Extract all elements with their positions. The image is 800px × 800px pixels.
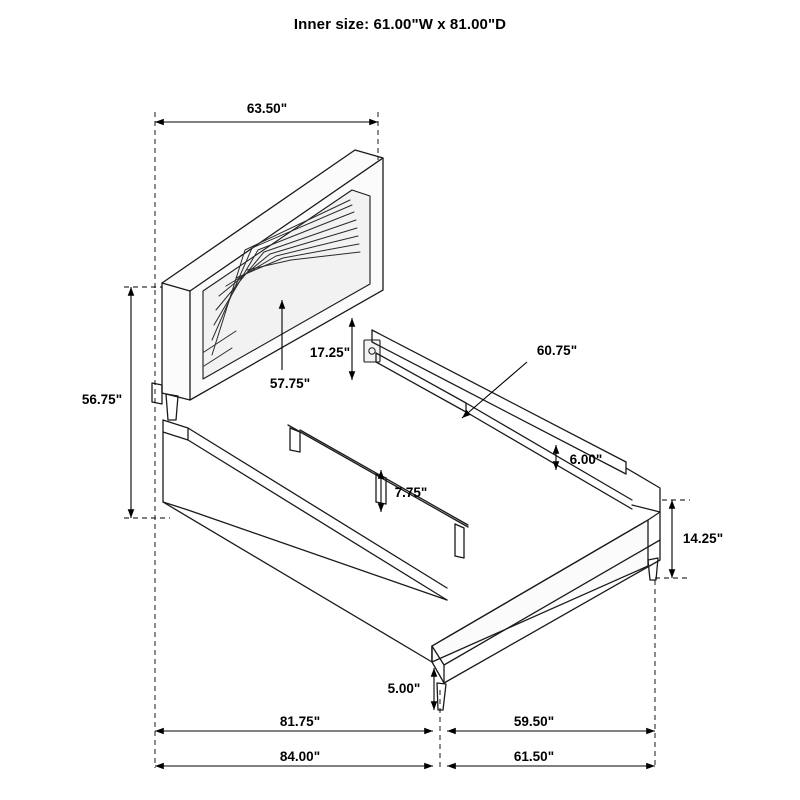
- dimension-label-slat-height: 7.75": [394, 485, 428, 500]
- dimension-label-footboard-leader: 60.75": [536, 343, 578, 358]
- dimension-labels: [82, 101, 723, 764]
- page-title: Inner size: 61.00"W x 81.00"D: [293, 16, 507, 33]
- dimension-label-side-length-right: 59.50": [513, 714, 555, 729]
- dimension-label-rail-thickness: 6.00": [569, 452, 603, 467]
- dimension-label-footboard-height: 14.25": [682, 531, 724, 546]
- dimension-label-headboard-inner-width: 57.75": [269, 376, 311, 391]
- dimension-label-overall-height: 56.75": [81, 392, 123, 407]
- dimension-lines: [124, 112, 690, 768]
- bed-frame-rails: [163, 330, 660, 710]
- dimension-label-leg-height: 5.00": [387, 681, 421, 696]
- dimension-label-overall-depth-right: 61.50": [513, 749, 555, 764]
- headboard-bracket: [364, 340, 380, 362]
- dimension-label-overall-depth-left: 84.00": [279, 749, 321, 764]
- dimension-label-headboard-width: 63.50": [246, 101, 288, 116]
- dimension-label-headboard-to-rail: 17.25": [309, 345, 351, 360]
- headboard: [152, 150, 383, 420]
- dimension-label-side-length-left: 81.75": [279, 714, 321, 729]
- bed-illustration: [152, 150, 660, 710]
